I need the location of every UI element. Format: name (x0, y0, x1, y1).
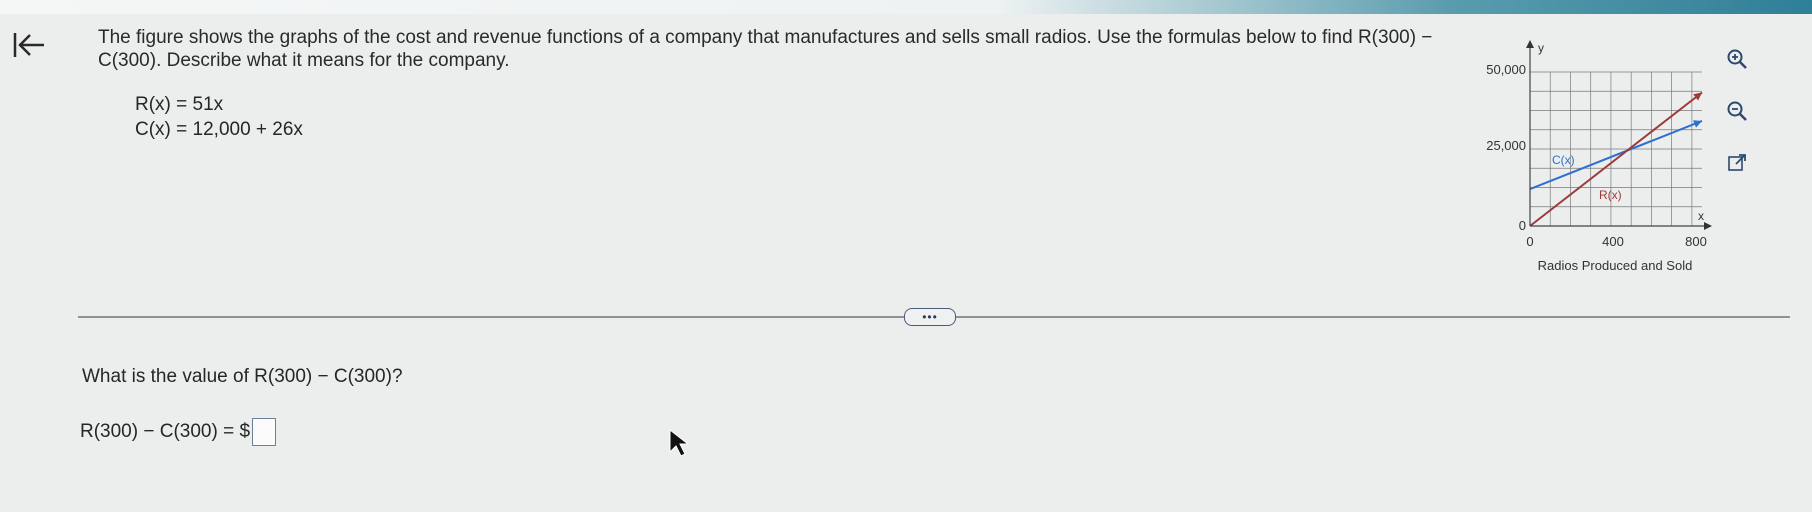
revenue-line-label: R(x) (1599, 188, 1622, 202)
y-axis-label: y (1538, 41, 1544, 55)
graph-toolbar (1720, 42, 1760, 198)
zoom-out-button[interactable] (1720, 94, 1754, 128)
y-tick-label: 0 (1518, 218, 1526, 233)
graph-svg (1460, 38, 1720, 288)
question-text: The figure shows the graphs of the cost and revenue functions of a company that manufactures and sells small radios. Use the formulas below to find R(300) − C(300). Describe what it means for the company. (98, 27, 1433, 71)
x-axis-arrow (1704, 222, 1712, 230)
x-axis-label: x (1698, 209, 1704, 223)
revenue-formula: R(x) = 51x (135, 94, 224, 115)
grid (1530, 72, 1702, 226)
prompt-text: What is the value of R(300) − C(300)? (82, 366, 403, 387)
x-tick-label: 0 (1526, 234, 1534, 249)
back-button[interactable] (6, 22, 52, 68)
popout-icon (1727, 153, 1747, 173)
zoom-in-button[interactable] (1720, 42, 1754, 76)
popout-button[interactable] (1720, 146, 1754, 180)
more-button[interactable]: ••• (904, 308, 956, 326)
cost-formula: C(x) = 12,000 + 26x (135, 119, 303, 140)
mouse-cursor-icon (668, 428, 692, 458)
formulas (135, 92, 303, 142)
cost-revenue-graph (1460, 38, 1720, 288)
cost-line-label: C(x) (1552, 153, 1575, 167)
zoom-in-icon (1726, 48, 1748, 70)
y-tick-label: 25,000 (1486, 138, 1526, 153)
y-axis-arrow (1526, 40, 1534, 48)
y-tick-label: 50,000 (1486, 62, 1526, 77)
answer-row (80, 418, 276, 446)
top-strip (0, 0, 1812, 14)
zoom-out-icon (1726, 100, 1748, 122)
answer-input[interactable] (252, 418, 276, 446)
x-tick-label: 800 (1685, 234, 1707, 249)
back-arrow-icon (12, 30, 46, 60)
answer-prefix: R(300) − C(300) = $ (80, 421, 251, 442)
x-tick-label: 400 (1602, 234, 1624, 249)
graph-caption: Radios Produced and Sold (1537, 258, 1693, 273)
